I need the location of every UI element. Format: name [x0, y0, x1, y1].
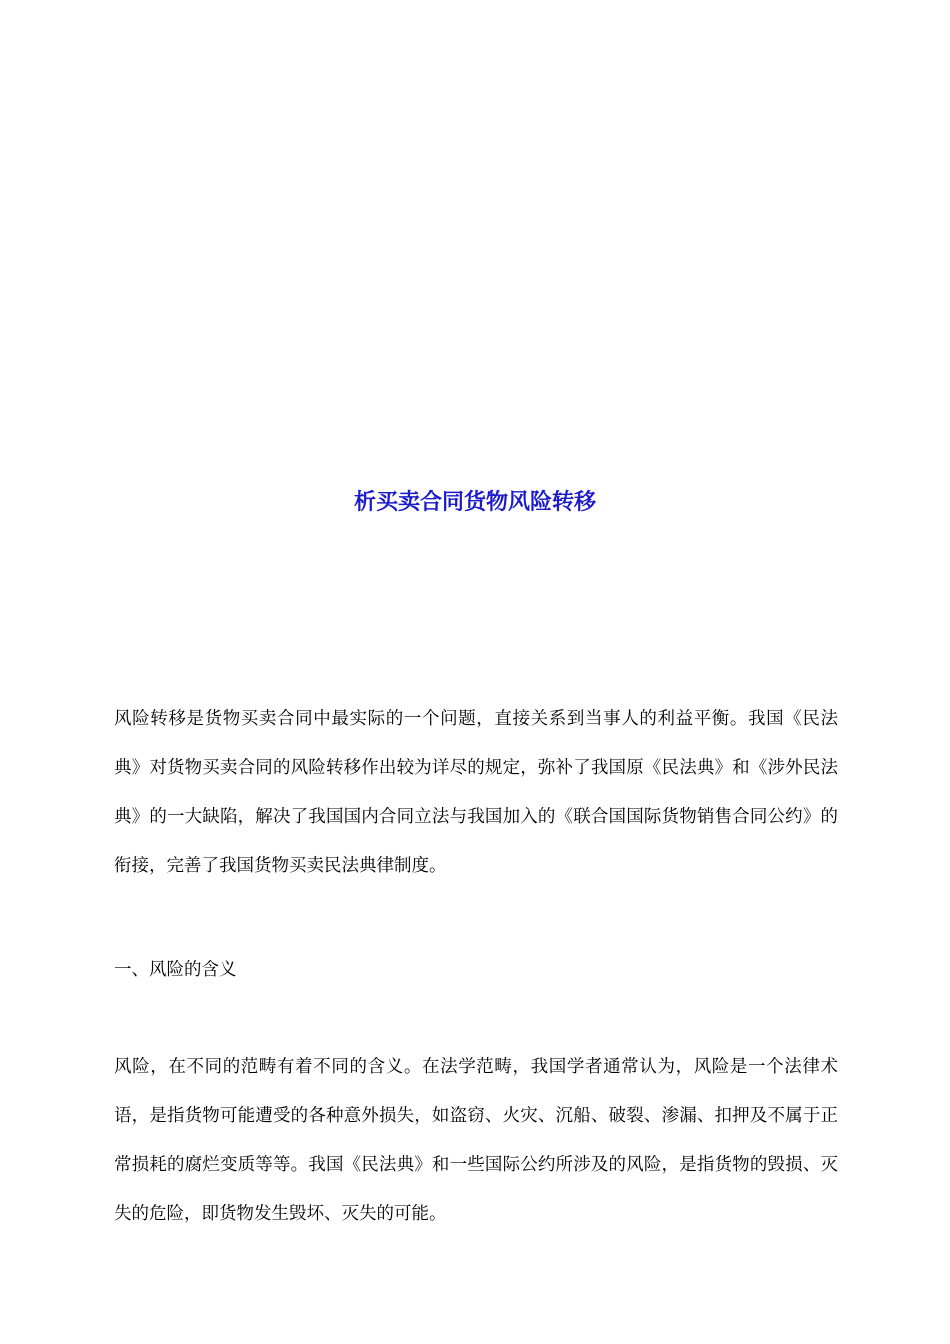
section-heading-risk-meaning: 一、风险的含义: [114, 960, 237, 980]
document-title: 析买卖合同货物风险转移: [353, 490, 596, 515]
paragraph-intro: 风险转移是货物买卖合同中最实际的一个问题，直接关系到当事人的利益平衡。我国《民法典》对货物买卖合同的风险转移作出较为详尽的规定，弥补了我国原《民法典》和《涉外民法典》的一大缺陷，解决了我国国内合同立法与我国加入的《联合国国际货物销售合同公约》的衔接，完善了我国货物买卖民法典律制度。: [114, 709, 838, 876]
paragraph-risk-definition: 风险，在不同的范畴有着不同的含义。在法学范畴，我国学者通常认为，风险是一个法律术语，是指货物可能遭受的各种意外损失，如盗窃、火灾、沉船、破裂、渗漏、扣押及不属于正常损耗的腐烂变质等等。我国《民法典》和一些国际公约所涉及的风险，是指货物的毁损、灭失的危险，即货物发生毁坏、灭失的可能。: [114, 1057, 838, 1224]
